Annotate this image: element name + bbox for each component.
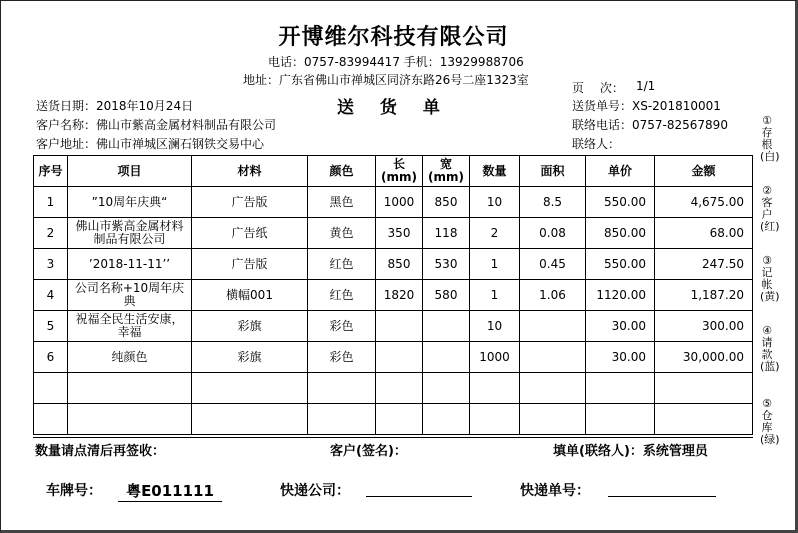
- footer-check-note: 数量请点清后再签收：: [35, 444, 166, 459]
- cell-quantity: [470, 404, 520, 435]
- tracking-label: 快递单号：: [520, 483, 590, 499]
- company-address: 地址：广东省佛山市禅城区同济东路26号二座1323室: [243, 73, 529, 87]
- cell-item: 纯颜色: [68, 342, 192, 373]
- cell-item: 公司名称+10周年庆典: [68, 280, 192, 311]
- cell-area: [520, 373, 586, 404]
- table-row: [34, 280, 753, 311]
- order-number: 送货单号：XS-201810001: [572, 99, 721, 113]
- cell-color: 彩色: [308, 342, 376, 373]
- cell-material: [192, 373, 308, 404]
- cell-color: 黑色: [308, 187, 376, 218]
- cell-width: 850: [423, 187, 470, 218]
- table-row: [34, 404, 753, 435]
- cell-index: 5: [34, 311, 68, 342]
- customer-name: 客户名称：佛山市紫高金属材料制品有限公司: [36, 118, 277, 132]
- cell-width: 118: [423, 218, 470, 249]
- cell-item: 祝福全民生活安康，幸福: [68, 311, 192, 342]
- copy-label-customer: ②客户(红): [760, 184, 780, 233]
- cell-index: 1: [34, 187, 68, 218]
- cell-unit-price: [586, 373, 655, 404]
- footer-filler: 填单(联络人)：系统管理员: [553, 444, 708, 459]
- cell-index: 6: [34, 342, 68, 373]
- courier-label: 快递公司：: [280, 483, 350, 499]
- cell-length: [376, 311, 423, 342]
- cell-width: 530: [423, 249, 470, 280]
- header-unit-price: 单价: [586, 156, 655, 187]
- cell-amount: [655, 404, 753, 435]
- cell-color: 彩色: [308, 311, 376, 342]
- cell-unit-price: [586, 404, 655, 435]
- delivery-date: 送货日期：2018年10月24日: [36, 99, 194, 113]
- company-name: 开博维尔科技有限公司: [278, 24, 509, 50]
- cell-amount: 247.50: [655, 249, 753, 280]
- header-width: 宽(mm): [423, 156, 470, 187]
- copy-label-warehouse: ⑤仓库(绿): [760, 397, 780, 446]
- cell-area: 0.08: [520, 218, 586, 249]
- cell-index: 4: [34, 280, 68, 311]
- cell-color: [308, 373, 376, 404]
- cell-color: 红色: [308, 280, 376, 311]
- cell-width: [423, 373, 470, 404]
- cell-index: [34, 404, 68, 435]
- page-label: 页 次：: [572, 81, 624, 95]
- table-header-row: [34, 156, 753, 187]
- cell-material: 彩旗: [192, 342, 308, 373]
- cell-length: [376, 373, 423, 404]
- header-length: 长(mm): [376, 156, 423, 187]
- cell-amount: 30,000.00: [655, 342, 753, 373]
- cell-item: ”10周年庆典“: [68, 187, 192, 218]
- table-row: [34, 249, 753, 280]
- cell-length: 350: [376, 218, 423, 249]
- document-title: 送 货 单: [337, 98, 450, 118]
- cell-amount: 68.00: [655, 218, 753, 249]
- cell-color: [308, 404, 376, 435]
- cell-unit-price: 30.00: [586, 342, 655, 373]
- table-row: [34, 373, 753, 404]
- cell-quantity: 2: [470, 218, 520, 249]
- cell-length: 1820: [376, 280, 423, 311]
- cell-unit-price: 550.00: [586, 249, 655, 280]
- header-material: 材料: [192, 156, 308, 187]
- table-row: [34, 218, 753, 249]
- cell-color: 红色: [308, 249, 376, 280]
- cell-quantity: 1: [470, 249, 520, 280]
- header-area: 面积: [520, 156, 586, 187]
- cell-unit-price: 850.00: [586, 218, 655, 249]
- cell-color: 黄色: [308, 218, 376, 249]
- table-row: [34, 311, 753, 342]
- cell-area: 8.5: [520, 187, 586, 218]
- cell-area: 0.45: [520, 249, 586, 280]
- cell-amount: 4,675.00: [655, 187, 753, 218]
- plate-value: 粤E011111: [118, 480, 222, 502]
- contact-phone: 联络电话：0757-82567890: [572, 118, 728, 132]
- cell-item: [68, 373, 192, 404]
- header-item: 项目: [68, 156, 192, 187]
- cell-item: 佛山市紫高金属材料制品有限公司: [68, 218, 192, 249]
- page-value: 1/1: [636, 79, 656, 93]
- cell-index: [34, 373, 68, 404]
- cell-width: [423, 311, 470, 342]
- cell-unit-price: 550.00: [586, 187, 655, 218]
- header-index: 序号: [34, 156, 68, 187]
- cell-area: 1.06: [520, 280, 586, 311]
- cell-material: [192, 404, 308, 435]
- table-row: [34, 342, 753, 373]
- cell-quantity: [470, 373, 520, 404]
- header-amount: 金额: [655, 156, 753, 187]
- cell-unit-price: 1120.00: [586, 280, 655, 311]
- copy-label-stub: ①存根(白): [760, 114, 780, 163]
- tracking-value: [608, 480, 716, 497]
- contact-person: 联络人：: [572, 137, 621, 151]
- cell-width: 580: [423, 280, 470, 311]
- cell-unit-price: 30.00: [586, 311, 655, 342]
- cell-amount: 300.00: [655, 311, 753, 342]
- cell-quantity: 10: [470, 187, 520, 218]
- cell-length: 1000: [376, 187, 423, 218]
- cell-area: [520, 404, 586, 435]
- cell-quantity: 10: [470, 311, 520, 342]
- cell-amount: 1,187.20: [655, 280, 753, 311]
- header-color: 颜色: [308, 156, 376, 187]
- footer-customer-sign: 客户(签名)：: [330, 444, 407, 459]
- cell-material: 广告版: [192, 249, 308, 280]
- plate-label: 车牌号：: [46, 483, 102, 499]
- cell-length: [376, 342, 423, 373]
- courier-value: [366, 480, 472, 497]
- cell-width: [423, 404, 470, 435]
- cell-index: 3: [34, 249, 68, 280]
- cell-material: 彩旗: [192, 311, 308, 342]
- table-row: [34, 187, 753, 218]
- cell-amount: [655, 373, 753, 404]
- header-quantity: 数量: [470, 156, 520, 187]
- cell-index: 2: [34, 218, 68, 249]
- cell-quantity: 1000: [470, 342, 520, 373]
- company-phone: 电话：0757-83994417 手机：13929988706: [268, 55, 524, 69]
- cell-material: 广告版: [192, 187, 308, 218]
- footer-divider: [33, 437, 753, 438]
- items-table: [33, 155, 753, 435]
- copy-label-accounting: ③记帐(黄): [760, 254, 780, 303]
- customer-address: 客户地址：佛山市禅城区澜石钢铁交易中心: [36, 137, 265, 151]
- copy-label-billing: ④请款(蓝): [760, 324, 780, 373]
- cell-material: 广告纸: [192, 218, 308, 249]
- cell-quantity: 1: [470, 280, 520, 311]
- cell-item: ’2018-11-11’’: [68, 249, 192, 280]
- cell-area: [520, 311, 586, 342]
- cell-material: 横幅001: [192, 280, 308, 311]
- cell-area: [520, 342, 586, 373]
- cell-width: [423, 342, 470, 373]
- cell-length: [376, 404, 423, 435]
- cell-length: 850: [376, 249, 423, 280]
- cell-item: [68, 404, 192, 435]
